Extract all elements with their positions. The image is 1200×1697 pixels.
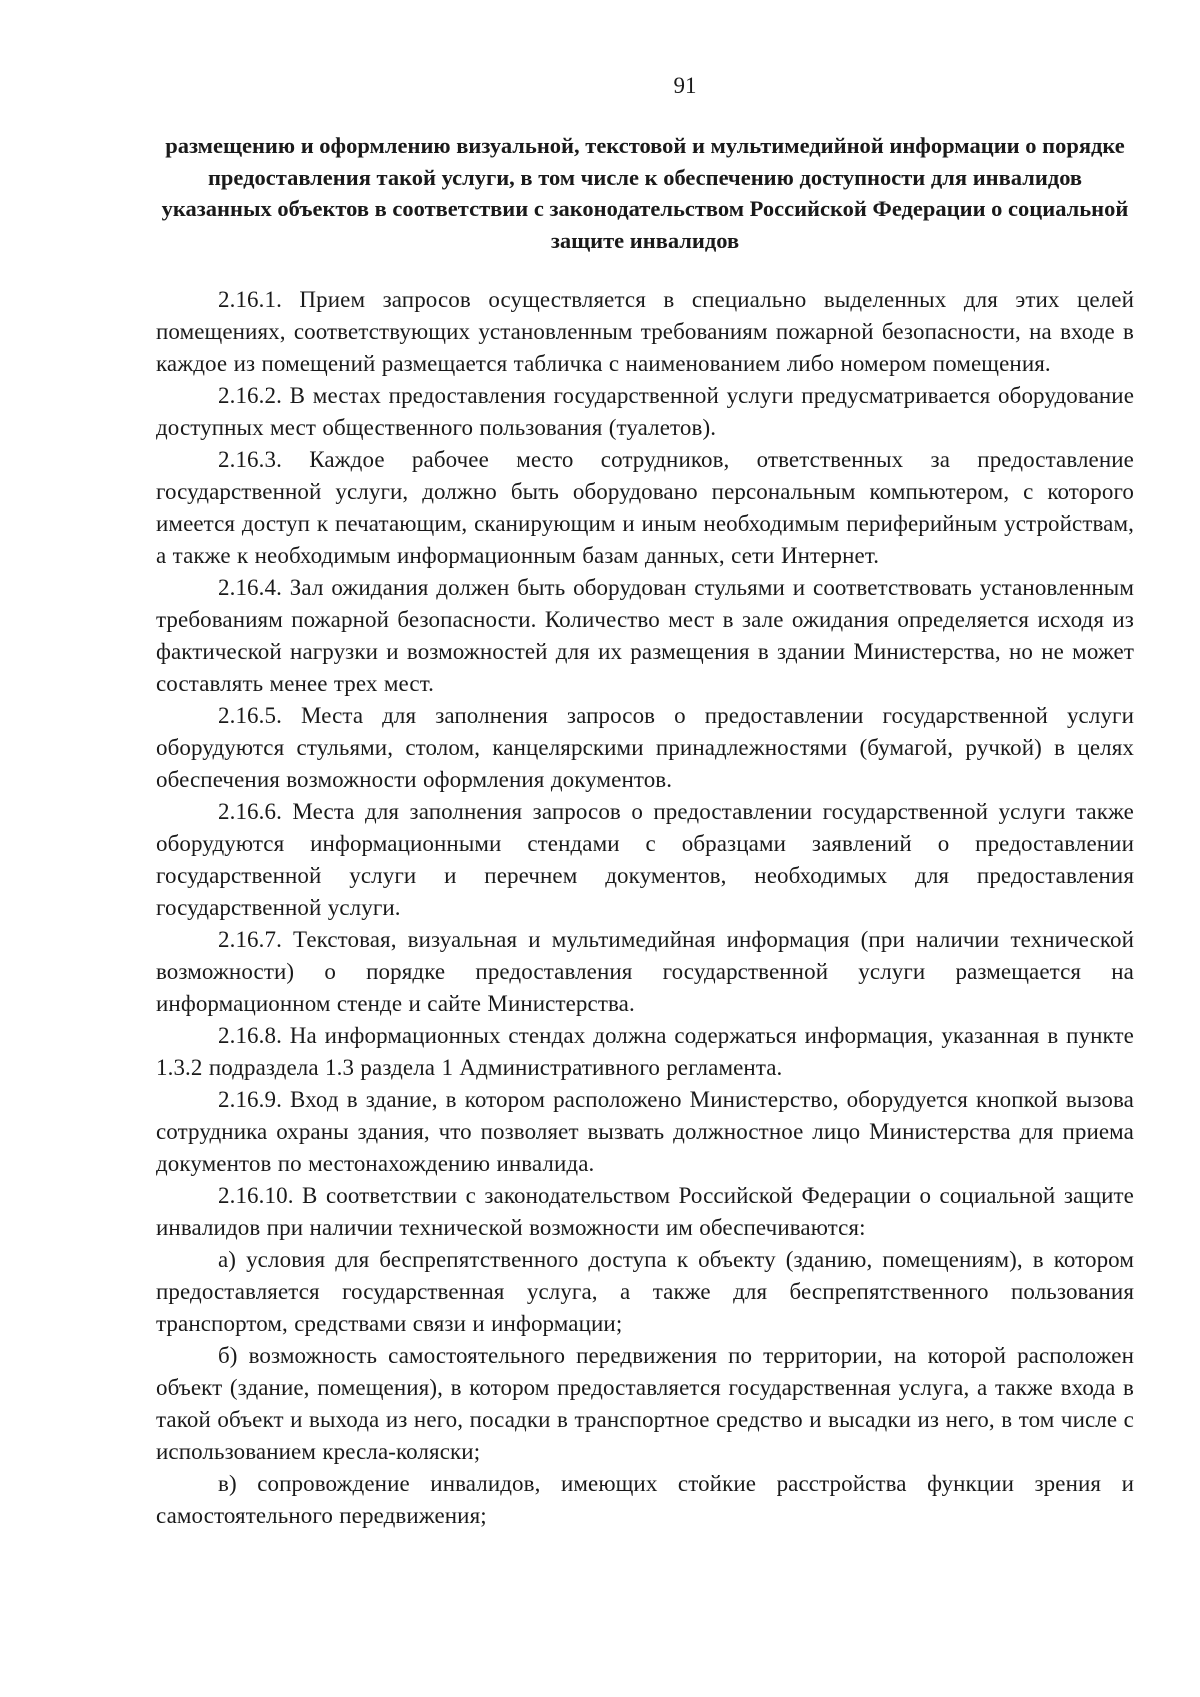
paragraph-2-16-6: 2.16.6. Места для заполнения запросов о предоставлении государственной услуги также оборудуются информационными стендами с образцами заявлений о предоставлении государственной услуги и перечнем документов, необходимых для предоставления государственной услуги. (156, 799, 1134, 920)
paragraph-2-16-10: 2.16.10. В соответствии с законодательством Российской Федерации о социальной защите инвалидов при наличии технической возможности им обеспечиваются: (156, 1183, 1134, 1240)
paragraph-2-16-2: 2.16.2. В местах предоставления государственной услуги предусматривается оборудование доступных мест общественного пользования (туалетов). (156, 383, 1134, 440)
paragraph-2-16-3: 2.16.3. Каждое рабочее место сотрудников, ответственных за предоставление государственной услуги, должно быть оборудовано персональным компьютером, с которого имеется доступ к печатающим, сканирующим и иным необходимым периферийным устройствам, а также к необходимым информационным базам данных, сети Интернет. (156, 447, 1134, 568)
paragraph-2-16-7: 2.16.7. Текстовая, визуальная и мультимедийная информация (при наличии технической возможности) о порядке предоставления государственной услуги размещается на информационном стенде и сайте Министерства. (156, 927, 1134, 1016)
paragraph-2-16-4: 2.16.4. Зал ожидания должен быть оборудован стульями и соответствовать установленным требованиям пожарной безопасности. Количество мест в зале ожидания определяется исходя из фактической нагрузки и возможностей для их размещения в здании Министерства, но не может составлять менее трех мест. (156, 575, 1134, 696)
section-heading: размещению и оформлению визуальной, текстовой и мультимедийной информации о порядке предоставления такой услуги, в том числе к обеспечению доступности для инвалидов указанных объектов в соответствии с законодательством Российской Федерации о социальной защите инвалидов (161, 133, 1129, 253)
list-item-a: а) условия для беспрепятственного доступа к объекту (зданию, помещениям), в котором предоставляется государственная услуга, а также для беспрепятственного пользования транспортом, средствами связи и информации; (156, 1247, 1134, 1336)
list-item-b: б) возможность самостоятельного передвижения по территории, на которой расположен объект (здание, помещения), в котором предоставляется государственная услуга, а также входа в такой объект и выхода из него, посадки в транспортное средство и высадки из него, в том числе с использованием кресла-коляски; (156, 1343, 1134, 1464)
paragraph-2-16-8: 2.16.8. На информационных стендах должна содержаться информация, указанная в пункте 1.3.2 подраздела 1.3 раздела 1 Административного регламента. (156, 1023, 1134, 1080)
paragraph-2-16-1: 2.16.1. Прием запросов осуществляется в специально выделенных для этих целей помещениях, соответствующих установленным требованиям пожарной безопасности, на входе в каждое из помещений размещается табличка с наименованием либо номером помещения. (156, 287, 1134, 376)
document-page (156, 72, 1134, 1532)
page-number: 91 (673, 73, 697, 98)
paragraph-2-16-9: 2.16.9. Вход в здание, в котором расположено Министерство, оборудуется кнопкой вызова сотрудника охраны здания, что позволяет вызвать должностное лицо Министерства для приема документов по местонахождению инвалида. (156, 1087, 1134, 1176)
paragraph-2-16-5: 2.16.5. Места для заполнения запросов о предоставлении государственной услуги оборудуются стульями, столом, канцелярскими принадлежностями (бумагой, ручкой) в целях обеспечения возможности оформления документов. (156, 703, 1134, 792)
list-item-v: в) сопровождение инвалидов, имеющих стойкие расстройства функции зрения и самостоятельного передвижения; (156, 1471, 1134, 1528)
